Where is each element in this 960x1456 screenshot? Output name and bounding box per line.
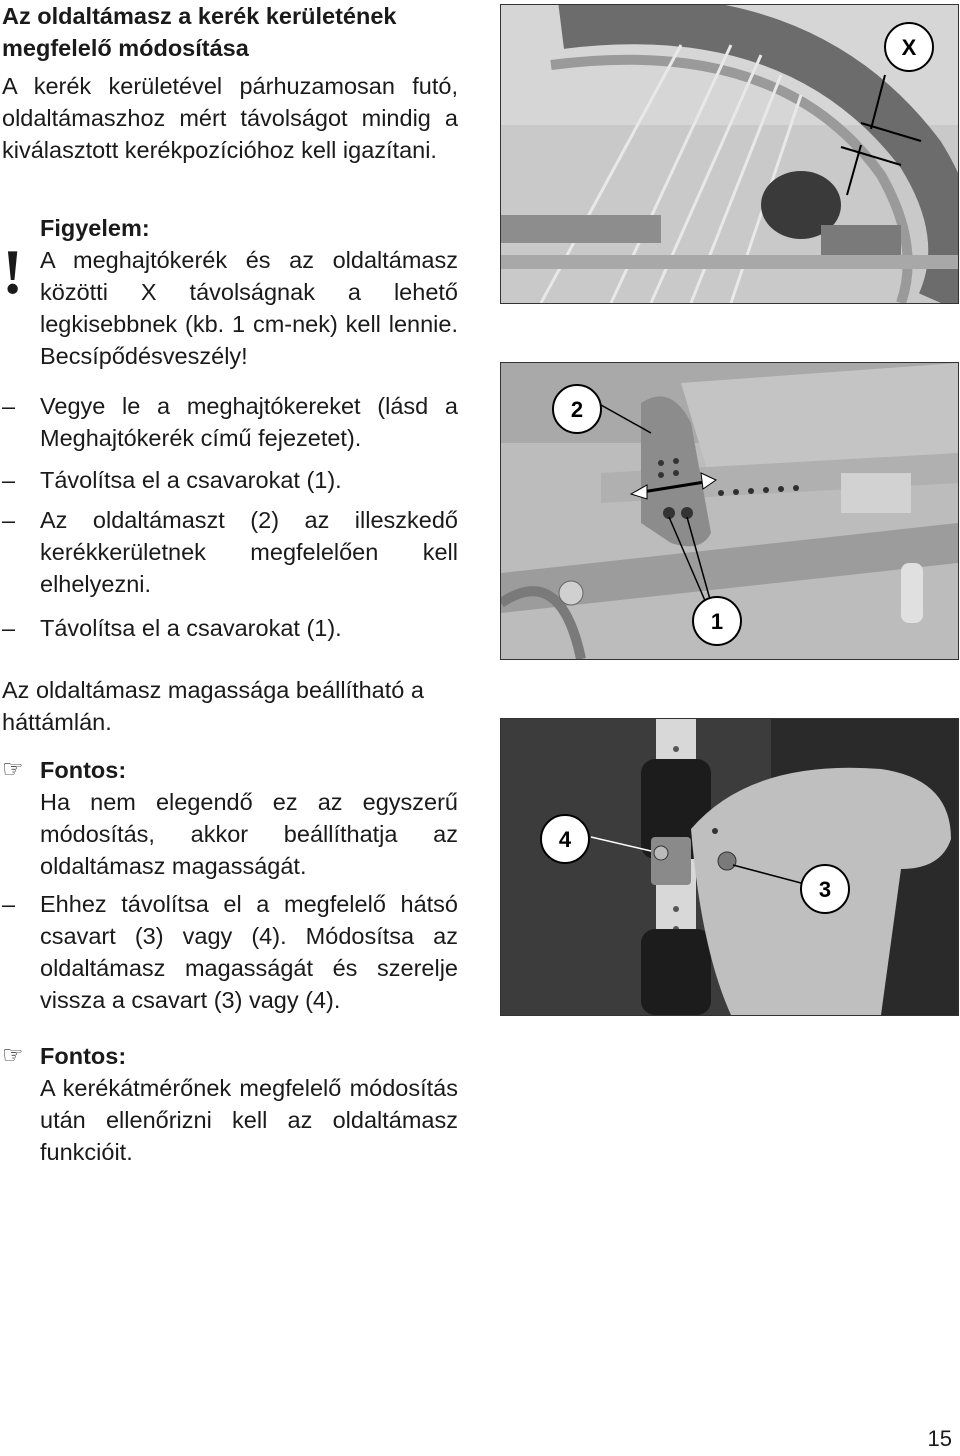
page-number: 15: [927, 1426, 952, 1451]
height-note-block: [2, 674, 458, 738]
figure-wheel-distance-drawing: [501, 5, 958, 303]
note-block: [40, 1040, 458, 1168]
warning-text: A meghajtókerék és az oldaltámasz közötti X távolságnak a lehető legkisebbnek (kb. 1 cm-nek) kell lennie. Becsípődésveszély!: [40, 247, 458, 369]
figure-side-guard-height: [500, 718, 959, 1016]
section-title-block: [2, 0, 458, 64]
figure-side-guard-adjustment: [500, 362, 959, 660]
callout-1-label: 1: [710, 609, 724, 634]
callout-x-label: X: [901, 35, 917, 60]
note-block: [40, 754, 458, 882]
warning-label: Figyelem:: [40, 215, 150, 241]
list-item-text: Távolítsa el a csavarokat (1).: [40, 615, 342, 641]
list-item-text: Ehhez távolítsa el a megfelelő hátsó csavart (3) vagy (4). Módosítsa az oldaltámasz magasságát és szerelje vissza a csavart (3) vagy (4).: [40, 891, 458, 1013]
figure-wheel-distance: [500, 4, 959, 304]
list-item-text: Távolítsa el a csavarokat (1).: [40, 467, 342, 493]
section-title: Az oldaltámasz a kerék kerületének megfelelő módosítása: [2, 3, 397, 61]
list-item-text: Vegye le a meghajtókereket (lásd a Meghajtókerék című fejezetet).: [40, 393, 458, 451]
intro-block: [2, 70, 458, 166]
intro-paragraph: A kerék kerületével párhuzamosan futó, oldaltámaszhoz mért távolságot mindig a kiválasztott kerékpozícióhoz kell igazítani.: [2, 73, 458, 163]
warning-block: [40, 212, 458, 372]
pointing-hand-icon: ☞: [2, 1042, 24, 1069]
callout-2-label: 2: [570, 397, 584, 422]
list-dash: –: [2, 891, 16, 917]
list-dash: –: [2, 507, 16, 533]
note-label: Fontos:: [40, 757, 127, 783]
figure-side-guard-drawing: [501, 363, 958, 659]
list-item-text: Az oldaltámaszt (2) az illeszkedő kerékkerületnek megfelelően kell elhelyezni.: [40, 507, 458, 597]
figure-height-drawing: [501, 719, 958, 1015]
list-dash: –: [2, 467, 16, 493]
note-label: Fontos:: [40, 1043, 127, 1069]
callout-3-label: 3: [818, 877, 832, 902]
note-text: Ha nem elegendő ez az egyszerű módosítás, akkor beállíthatja az oldaltámasz magasságát.: [40, 789, 458, 879]
height-note: Az oldaltámasz magassága beállítható a háttámlán.: [2, 677, 424, 735]
list-dash: –: [2, 615, 16, 641]
list-dash: –: [2, 393, 16, 419]
callout-4-label: 4: [558, 827, 572, 852]
pointing-hand-icon: ☞: [2, 756, 24, 783]
note-text: A kerékátmérőnek megfelelő módosítás után ellenőrizni kell az oldaltámasz funkcióit.: [40, 1075, 458, 1165]
exclamation-icon: !: [2, 236, 24, 307]
